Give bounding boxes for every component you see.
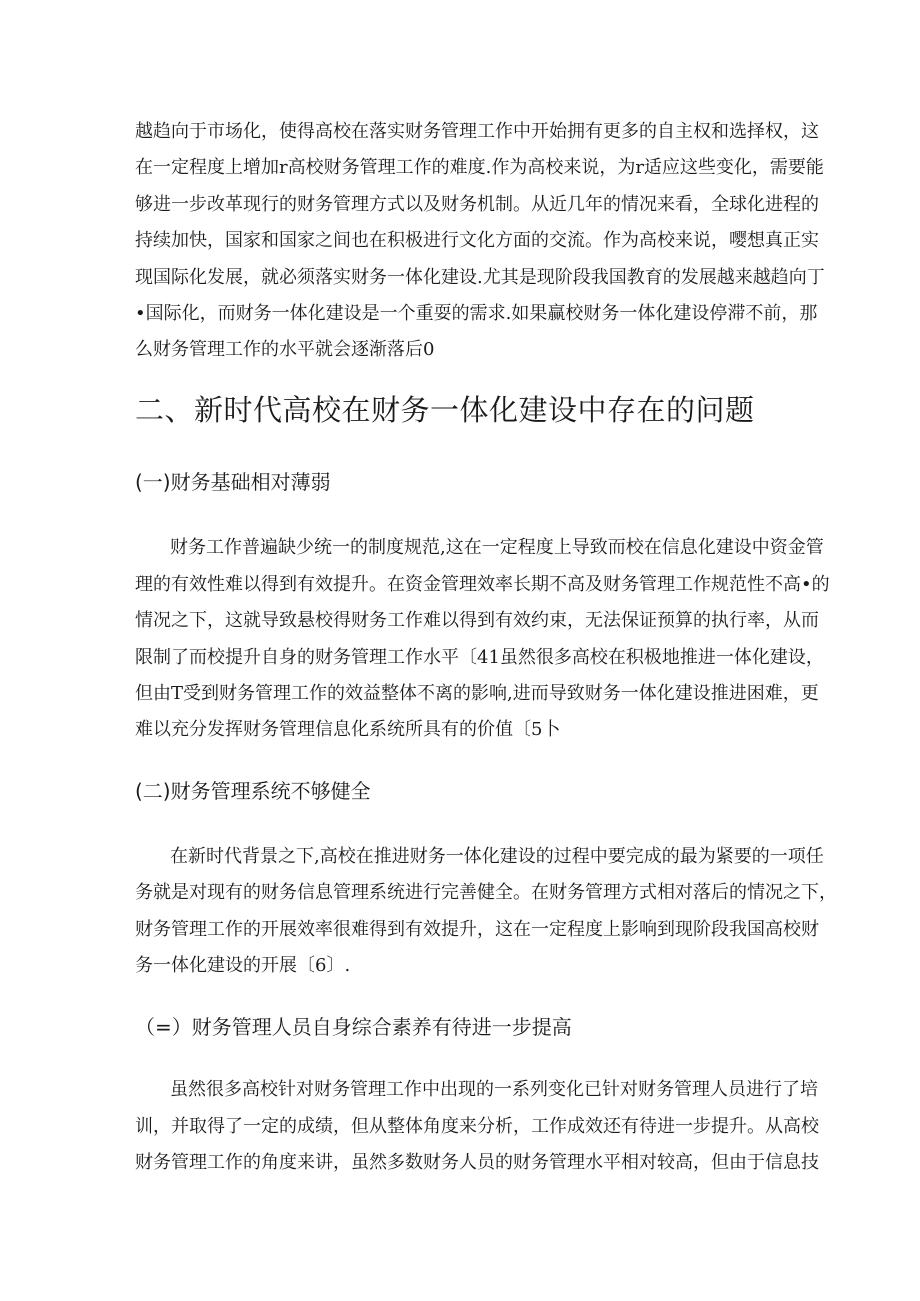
text-line: 财务管理工作的开展效率很难得到有效提升，这在一定程度上影响到现阶段我国高校财 <box>135 919 819 940</box>
text-line: 越趋向于市场化，使得高校在落实财务管理工作中开始拥有更多的自主权和选择权，这 <box>135 121 819 142</box>
text-line: 虽然很多高校针对财务管理工作中出现的一系列变化已针对财务管理人员进行了培 <box>170 1079 818 1100</box>
text-line: 财务工作普遍缺少统一的制度规范,这在一定程度上导致而校在信息化建设中资金管 <box>170 537 824 558</box>
text-line: 情况之下，这就导致悬校得财务工作难以得到有效约束，无法保证预算的执行率，从而 <box>135 610 819 631</box>
text-line: 限制了而校提升自身的财务管理工作水平〔41虽然很多高校在积极地推进一体化建设， <box>135 647 824 668</box>
text-line: 务一体化建设的开展〔6〕. <box>135 955 351 976</box>
text-line: 在一定程度上增加r高校财务管理工作的难度.作为高校来说，为r适应这些变化，需要能 <box>135 157 824 178</box>
subsection-title: （=）财务管理人员自身综合素养有待进一步提高 <box>135 1015 572 1039</box>
text-line: 财务管理工作的角度来讲，虽然多数财务人员的财务管理水平相对较高，但由于信息技 <box>135 1152 819 1173</box>
subsection-title: (二)财务管理系统不够健全 <box>135 779 371 803</box>
text-line: 够进一步改革现行的财务管理方式以及财务机制。从近几年的情况来看，全球化进程的 <box>135 194 819 215</box>
section-title: 二、新时代高校在财务一体化建设中存在的问题 <box>135 393 755 427</box>
text-line: 持续加快，国家和国家之间也在积极进行文化方面的交流。作为高校来说，嘤想真正实 <box>135 230 819 251</box>
subsection-title: (一)财务基础相对薄弱 <box>135 470 331 494</box>
text-line: •国际化，而财务一体化建设是一个重耍的需求.如果赢校财务一体化建设停滞不前，那 <box>135 303 818 324</box>
text-line: 在新时代背景之下,高校在推进财务一体化建设的过程中要完成的最为紧要的一项任 <box>170 846 824 867</box>
text-line: 务就是对现有的财务信息管理系统进行完善健全。在财务管理方式相对落后的情况之下， <box>135 882 837 903</box>
text-line: 但由T受到财务管理工作的效益整体不离的影响,进而导致财务一体化建设推进困难，更 <box>135 683 819 704</box>
text-line: 现国际化发展，就必须落实财务一体化建设.尤其是现阶段我国教育的发展越来越趋向丁 <box>135 267 825 288</box>
text-line: 训，并取得了一定的成绩，但从整体角度来分析，工作成效还有待进一步提升。从高校 <box>135 1116 819 1137</box>
text-line: 难以充分发挥财务管理信息化系统所具有的价值〔5卜 <box>135 719 561 740</box>
text-line: 么财务管理工作的水平就会逐渐落后0 <box>135 339 435 360</box>
text-line: 理的有效性难以得到有效提升。在资金管理效率长期不高及财务管理工作规范性不高•的 <box>135 574 830 595</box>
